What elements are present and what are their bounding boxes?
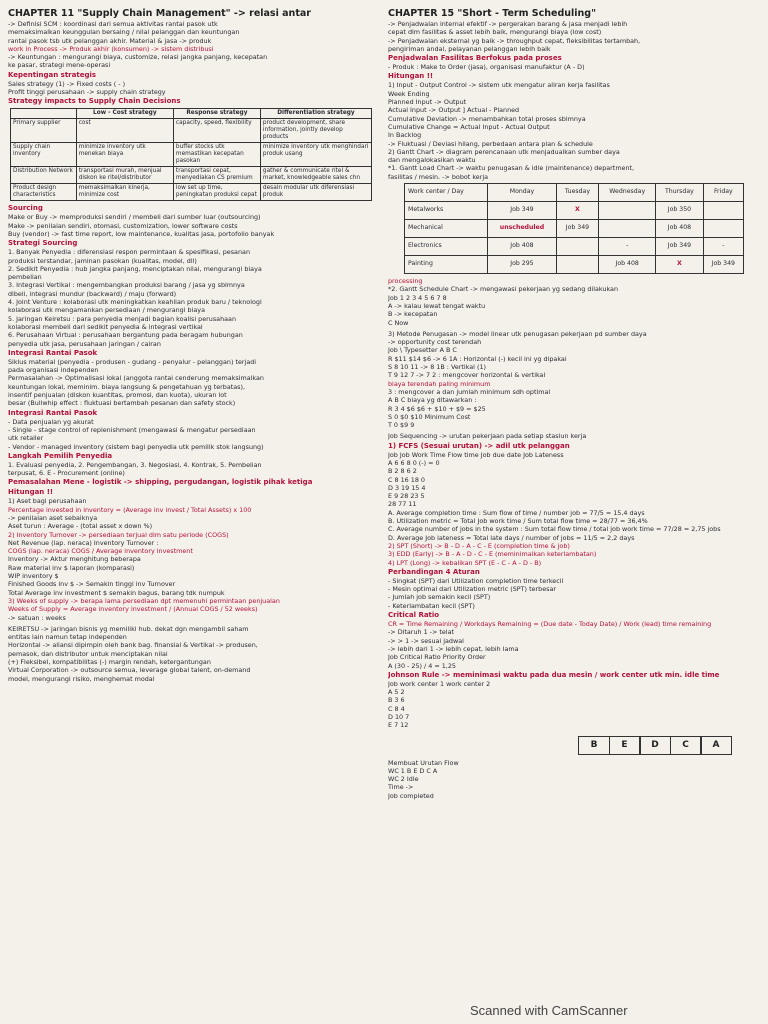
text-line: Horizontal -> aliansi dipimpin oleh bank bag. finansial & Vertikal -> produsen, xyxy=(8,641,258,650)
text-line: biaya terendah paling minimum xyxy=(388,379,491,388)
gantt-cell: Job 350 xyxy=(656,202,704,220)
text-line: Weeks of Supply = Average inventory investment / (Annual COGS / 52 weeks) xyxy=(8,605,258,614)
scanner-watermark: Scanned with CamScanner xyxy=(470,1003,628,1018)
text-line: Siklus material (penyedia - produsen - gudang - penyalur - pelanggan) terjadi xyxy=(8,357,257,366)
text-line: 3) EDD (Early) -> B - A - D - C - E (meminimalkan keterlambatan) xyxy=(388,550,597,559)
text-line: WC 2 Idle xyxy=(388,775,419,784)
section-heading: 1) FCFS (Sesuai urutan) -> adil utk pelanggan xyxy=(388,441,570,450)
text-line: 5. Jaringan Keiretsu : para penyedia menjadi bagian koalisi perusahaan xyxy=(8,314,237,323)
text-line: 3) Weeks of supply -> berapa lama persediaan dpt memenuhi permintaan penjualan xyxy=(8,596,280,605)
text-line: WC 1 B E D C A xyxy=(388,766,438,775)
text-line: Inventory -> Aktur menghitung beberapa xyxy=(8,555,141,564)
gantt-cell xyxy=(556,256,599,274)
text-line: E 9 28 23 5 xyxy=(388,492,425,501)
table-cell: Product design characteristics xyxy=(11,184,77,201)
text-line: D 10 7 xyxy=(388,713,410,721)
text-line: Percentage invested in inventory = (Average inv invest / Total Assets) x 100 xyxy=(8,505,252,514)
sequence-job: D xyxy=(639,736,671,755)
text-line: 1. Banyak Penyedia : diferensiasi respon permintaan & spesifikasi, pesanan xyxy=(8,248,250,257)
text-line: CR = Time Remaining / Workdays Remaining = (Due date - Today Date) / Work (lead) time remaining xyxy=(388,620,712,629)
section-heading: Perbandingan 4 Aturan xyxy=(388,567,480,576)
text-line: Job 1 2 3 4 5 6 7 8 xyxy=(388,293,447,302)
section-heading: Hitungan !! xyxy=(388,72,434,81)
text-line: Job work center 1 work center 2 xyxy=(388,679,491,688)
section-heading: Strategy impacts to Supply Chain Decisions xyxy=(8,97,181,106)
gantt-header: Wednesday xyxy=(599,184,656,202)
text-line: - Vendor - managed inventory (sistem bagi penyedia utk pemilik stok langsung) xyxy=(8,442,264,451)
section-heading: Kepentingan strategis xyxy=(8,70,97,79)
text-line: *1. Gantt Load Chart -> waktu penugasan & idle (maintenance) department, xyxy=(388,164,635,173)
text-line: insentif penjualan (diskon kuantitas, promosi, dan kuota), ukuran lot xyxy=(8,391,227,400)
text-line: - Single - stage control of replenishment (mengawasi & mengatur persediaan xyxy=(8,425,256,434)
table-cell: desain modular utk diferensiasi produk xyxy=(260,184,371,201)
sequence-job: E xyxy=(609,736,641,755)
section-heading: Johnson Rule -> meminimasi waktu pada dua mesin / work center utk min. idle time xyxy=(388,670,720,679)
intro-line: -> Definisi SCM : koordinasi dari semua aktivitas rantai pasok utk xyxy=(8,20,218,28)
gantt-row xyxy=(405,202,744,220)
text-line: Finished Goods inv $ -> Semakin tinggi inv Turnover xyxy=(8,580,176,589)
text-line: - Jumlah job semakin kecil (SPT) xyxy=(388,593,491,602)
text-line: A -> kalau lewat tengat waktu xyxy=(388,301,486,310)
text-line: -> lebih dari 1 -> lebih cepat, lebih lama xyxy=(388,644,519,653)
text-line: pada organisasi independen xyxy=(8,366,99,375)
text-line: C. Average number of jobs in the system : Sum total flow time / total job work time = 77/28 = 2,75 jobs xyxy=(388,525,721,534)
gantt-cell: Job 349 xyxy=(703,256,743,274)
section-heading: Hitungan !! xyxy=(8,488,54,497)
table-row xyxy=(11,167,372,184)
section-heading: Integrasi Rantai Pasok xyxy=(8,348,98,357)
intro-line: -> Penjadwalan eksternal yg baik -> throughput cepat, fleksibilitas tertambah, xyxy=(388,36,641,45)
johnson-sequence xyxy=(578,736,760,755)
table-row xyxy=(11,184,372,201)
gantt-cell xyxy=(703,202,743,220)
table-cell: cost xyxy=(76,119,173,143)
text-line: Total Average inv investment $ semakin bagus, barang tdk numpuk xyxy=(8,588,225,597)
strategy-table xyxy=(10,108,372,201)
intro-line: work in Process -> Produk akhir (konsumen) -> sistem distribusi xyxy=(8,44,214,53)
table-cell: Primary supplier xyxy=(11,119,77,143)
text-line: C Now xyxy=(388,318,409,327)
sequence-job: A xyxy=(700,736,732,755)
text-line: -> > 1 -> sesuai jadwal xyxy=(388,636,464,645)
sequence-job: C xyxy=(670,736,702,755)
text-line: (+) Fleksibel, kompatibilitas (-) margin rendah, ketergantungan xyxy=(8,658,211,667)
table-row xyxy=(11,119,372,143)
text-line: Job Critical Ratio Priority Order xyxy=(388,653,486,662)
gantt-row xyxy=(405,238,744,256)
text-line: Job Job Work Time Flow time Job due date Job Lateness xyxy=(388,450,564,459)
gantt-cell: - xyxy=(703,238,743,256)
text-line: WIP inventory $ xyxy=(8,572,59,581)
text-line: 2) Inventory Turnover -> persediaan terjual dlm satu periode (COGS) xyxy=(8,530,229,539)
section-heading: Sourcing xyxy=(8,204,43,213)
gantt-cell: Mechanical xyxy=(405,220,488,238)
text-line: Actual Input -> Output ] Actual - Planned xyxy=(388,106,520,115)
gantt-cell: Job 349 xyxy=(488,202,556,220)
text-line: -> Fluktuasi / Deviasi hilang, perbedaan antara plan & schedule xyxy=(388,139,593,148)
table-cell: low set up time, peningkatan produksi cepat xyxy=(173,184,260,201)
gantt-header: Work center / Day xyxy=(405,184,488,202)
text-line: Week Ending xyxy=(388,89,430,98)
text-line: 1. Evaluasi penyedia, 2. Pengembangan, 3. Negosiasi, 4. Kontrak, 5. Pembelian xyxy=(8,460,262,469)
text-line: terpusat, 6. E - Procurement (online) xyxy=(8,469,125,478)
text-line: keuntungan lokal, meminim. biaya langsung & pengetahuan yg terbatas), xyxy=(8,382,246,391)
gantt-cell: Job 295 xyxy=(488,256,556,274)
text-line: 3 : mengcover a dan jumlah minimum sdh optimal xyxy=(388,387,551,396)
right-column xyxy=(388,8,760,800)
gantt-header: Monday xyxy=(488,184,556,202)
text-line: fasilitas / mesin. -> bobot kerja xyxy=(388,172,489,181)
text-line: *2. Gantt Schedule Chart -> mengawasi pekerjaan yg sedang dilakukan xyxy=(388,285,619,294)
gantt-cell: Job 349 xyxy=(656,238,704,256)
text-line: dan mengalokasikan waktu xyxy=(388,156,476,165)
text-line: pembelian xyxy=(8,273,42,282)
text-line: Time -> xyxy=(388,783,414,792)
text-line: Membuat Urutan Flow xyxy=(388,758,459,767)
text-line: utk retailer xyxy=(8,434,44,443)
text-line: COGS (lap. neraca) COGS / Average inventory investment xyxy=(8,547,193,556)
text-line: -> penilaian aset sebaiknya xyxy=(8,513,98,522)
text-line: Cumulative Deviation -> menambahkan total proses sblmnya xyxy=(388,114,586,123)
text-line: - Produk : Make to Order (jasa), organisasi manufaktur (A - D) xyxy=(388,63,585,72)
table-header xyxy=(11,109,77,119)
text-line: - Mesin optimal dari Utilization metric (SPT) terbesar xyxy=(388,585,556,594)
text-line: Planned Input -> Output xyxy=(388,98,467,107)
text-line: KEIRETSU -> jaringan bisnis yg memiliki hub. dekat dgn mengambil saham xyxy=(8,624,249,633)
text-line: Job completed xyxy=(388,791,434,800)
gantt-cell: Job 408 xyxy=(488,238,556,256)
text-line: Permasalahan -> Optimalisasi lokal (anggota rantai cenderung memaksimalkan xyxy=(8,374,264,383)
intro-line: pengiriman andal, pelayanan pelanggan lebih baik xyxy=(388,44,551,53)
text-line: -> satuan : weeks xyxy=(8,613,66,622)
gantt-header: Friday xyxy=(703,184,743,202)
text-line: Job Sequencing -> urutan pekerjaan pada setiap stasiun kerja xyxy=(388,432,587,441)
text-line: Net Revenue (lap. neraca) Inventory Turnover : xyxy=(8,538,159,547)
text-line: S 8 10 11 -> 8 1B : Vertikal (1) xyxy=(388,363,487,372)
table-row xyxy=(11,143,372,167)
gantt-cell: Electronics xyxy=(405,238,488,256)
text-line: 2) SPT (Short) -> B - D - A - C - E (completion time & job) xyxy=(388,541,570,550)
table-header: Response strategy xyxy=(173,109,260,119)
text-line: pemasok, dan distributor untuk menciptakan nilai xyxy=(8,649,168,658)
text-line: T 0 $9 9 xyxy=(388,421,415,430)
text-line: -> opportunity cost terendah xyxy=(388,338,482,347)
gantt-cell xyxy=(599,202,656,220)
text-line: Make or Buy -> memproduksi sendiri / membeli dari sumber luar (outsourcing) xyxy=(8,213,261,222)
text-line: penyedia utk jasa, perusahaan jaringan / cairan xyxy=(8,339,161,348)
text-line: 4) LPT (Long) -> kebalikan SPT (E - C - A - D - B) xyxy=(388,558,542,567)
table-cell: gather & communicate ritel & market, knowledgeable sales chn xyxy=(260,167,371,184)
intro-line: -> Keuntungan : mengurangi biaya, customize, relasi jangka panjang, kecepatan xyxy=(8,53,268,62)
text-line: entitas lain namun tetap independen xyxy=(8,633,127,642)
text-line: - Singkat (SPT) dari Utilization completion time terkecil xyxy=(388,576,564,585)
gantt-cell: Job 408 xyxy=(656,220,704,238)
text-line: 1) Input - Output Control -> sistem utk mengatur aliran kerja fasilitas xyxy=(388,81,610,90)
text-line: Buy (vendor) -> fast time report, low maintenance, kualitas jasa, portofolio banyak xyxy=(8,229,275,238)
table-cell: Distribution Network xyxy=(11,167,77,184)
gantt-cell xyxy=(599,220,656,238)
text-line: R $11 $14 $6 -> 6 1A : Horizontal (-) kecil ini yg dipakai xyxy=(388,354,567,363)
gantt-cell: Job 408 xyxy=(599,256,656,274)
text-line: Virtual Corporation -> outsource semua, leverage global talent, on-demand xyxy=(8,666,251,675)
chapter-15-title: CHAPTER 15 "Short - Term Scheduling" xyxy=(388,8,597,19)
text-line: B 3 6 xyxy=(388,696,405,705)
intro-line: memaksimalkan keunggulan bersaing / nilai pelanggan dan keuntungan xyxy=(8,28,240,37)
text-line: Profit tinggi perusahaan -> supply chain strategy xyxy=(8,88,166,97)
gantt-cell: Painting xyxy=(405,256,488,274)
table-cell: buffer stocks utk memastikan kecepatan pasokan xyxy=(173,143,260,167)
text-line: Aset turun : Average - (total asset x down %) xyxy=(8,522,153,531)
text-line: 1) Aset bagi perusahaan xyxy=(8,497,87,506)
gantt-cell: Job 349 xyxy=(556,220,599,238)
text-line: R 3 4 $6 $6 + $10 + $9 = $25 xyxy=(388,404,486,413)
text-line: 2) Gantt Chart -> diagram perencanaan utk menjadualkan sumber daya xyxy=(388,147,620,156)
text-line: dibeli, integrasi mundur (backward) / maju (forward) xyxy=(8,289,177,298)
text-line: A B C biaya yg ditawarkan : xyxy=(388,396,477,405)
text-line: Raw material inv $ laporan (komparasi) xyxy=(8,563,135,572)
text-line: 2. Sedikit Penyedia : hub jangka panjang, menciptakan nilai, mengurangi biaya xyxy=(8,264,262,273)
text-line: besar (Bullwhip effect : fluktuasi bertambah pesanan dan safety stock) xyxy=(8,399,236,408)
text-line: -> Ditaruh 1 -> telat xyxy=(388,628,454,637)
section-heading: Langkah Pemilih Penyedia xyxy=(8,451,113,460)
gantt-cell: X xyxy=(656,256,704,274)
table-cell: Supply chain inventory xyxy=(11,143,77,167)
text-line: A 6 6 8 0 (-) = 0 xyxy=(388,458,440,467)
text-line: Sales strategy (1) -> Fixed costs ( - ) xyxy=(8,79,126,88)
gantt-cell xyxy=(703,220,743,238)
text-line: D. Average Job lateness = Total late days / number of jobs = 11/5 = 2,2 days xyxy=(388,533,635,542)
text-line: 6. Perusahaan Virtual : perusahaan bergantung pada beragam hubungan xyxy=(8,331,243,340)
gantt-row xyxy=(405,220,744,238)
text-line: - Keterlambatan kecil (SPT) xyxy=(388,601,475,610)
table-header: Low - Cost strategy xyxy=(76,109,173,119)
text-line: A 5 2 xyxy=(388,688,405,697)
section-heading: Integrasi Rantai Pasok xyxy=(8,408,98,417)
gantt-cell: - xyxy=(599,238,656,256)
text-line: In Backlog xyxy=(388,131,422,140)
intro-line: cepat dlm fasilitas & asset lebih baik, mengurangi biaya (low cost) xyxy=(388,28,602,37)
processing-note: processing xyxy=(388,277,423,286)
text-line: A. Average completion time : Sum flow of time / number job = 77/5 = 15,4 days xyxy=(388,508,645,517)
text-line: 3) Metode Penugasan -> model linear utk penugasan pekerjaan pd sumber daya xyxy=(388,329,647,338)
table-cell: capacity, speed, flexibility xyxy=(173,119,260,143)
section-heading: Pemasalahan Mene - logistik -> shipping, pergudangan, logistik pihak ketiga xyxy=(8,478,313,487)
table-cell: memaksimalkan kinerja, minimize cost xyxy=(76,184,173,201)
gantt-cell: X xyxy=(556,202,599,220)
text-line: T 9 12 7 -> 7 2 : mengcover horizontal & vertikal xyxy=(388,371,546,380)
section-heading: Strategi Sourcing xyxy=(8,239,78,248)
chapter-11-title: CHAPTER 11 "Supply Chain Management" -> relasi antar xyxy=(8,8,311,19)
gantt-cell: Metalworks xyxy=(405,202,488,220)
text-line: A (30 - 25) / 4 = 1,25 xyxy=(388,661,456,670)
gantt-cell xyxy=(556,238,599,256)
gantt-cell: unscheduled xyxy=(488,220,556,238)
intro-line: -> Penjadwalan internal efektif -> pergerakan barang & jasa menjadi lebih xyxy=(388,20,628,28)
sequence-job: B xyxy=(578,736,610,755)
text-line: produksi terstandar, jaminan pasokan (kualitas, model, dll) xyxy=(8,256,197,265)
text-line: kolaborasi utk mengamankan persediaan / mengurangi biaya xyxy=(8,306,205,315)
text-line: kolaborasi membeli dari sedikit penyedia & integrasi vertikal xyxy=(8,322,203,331)
text-line: B -> kecepatan xyxy=(388,310,438,319)
table-cell: transportasi murah, menjual diskon ke ritel/distributor xyxy=(76,167,173,184)
gantt-row xyxy=(405,256,744,274)
table-header: Differentiation strategy xyxy=(260,109,371,119)
text-line: 4. Joint Venture : kolaborasi utk meningkatkan keahlian produk baru / teknologi xyxy=(8,298,262,307)
text-line: 3. Integrasi Vertikal : mengembangkan produksi barang / jasa yg sblmnya xyxy=(8,281,245,290)
section-heading: Penjadwalan Fasilitas Berfokus pada proses xyxy=(388,54,562,63)
table-cell: product development, share information, jointly develop products xyxy=(260,119,371,143)
text-line: B 2 8 6 2 xyxy=(388,467,417,476)
text-line: C 8 4 xyxy=(388,704,405,713)
text-line: model, mengurangi risiko, menghemat modal xyxy=(8,674,155,683)
intro-line: ke pasar, strategi mene-operasi xyxy=(8,61,111,70)
text-line: D 3 19 15 4 xyxy=(388,483,426,492)
text-line: C 8 16 18 0 xyxy=(388,475,425,484)
text-line: E 7 12 xyxy=(388,721,409,730)
table-cell: transportasi cepat, menyediakan CS premium xyxy=(173,167,260,184)
text-line: Job \ Typesetter A B C xyxy=(388,346,457,355)
gantt-header: Tuesday xyxy=(556,184,599,202)
text-line: Make -> penilaian sendiri, otomasi, customization, lower software costs xyxy=(8,221,238,230)
section-heading: Critical Ratio xyxy=(388,611,440,620)
text-line: Cumulative Change = Actual Input - Actual Output xyxy=(388,122,550,131)
table-cell: minimize inventory utk menekan biaya xyxy=(76,143,173,167)
text-line: - Data penjualan yg akurat xyxy=(8,417,94,426)
table-cell: minimize inventory utk menghindari produk usang xyxy=(260,143,371,167)
text-line: B. Utilization metric = Total Job work time / Sum total flow time = 28/77 = 36,4% xyxy=(388,517,648,526)
text-line: 28 77 11 xyxy=(388,500,417,509)
text-line: S 0 $0 $10 Minimum Cost xyxy=(388,412,471,421)
gantt-load-chart xyxy=(404,183,744,274)
gantt-header: Thursday xyxy=(656,184,704,202)
intro-line: rantai pasok tsb utk pelanggan akhir. Material & jasa -> produk xyxy=(8,36,212,45)
left-column xyxy=(8,8,380,683)
